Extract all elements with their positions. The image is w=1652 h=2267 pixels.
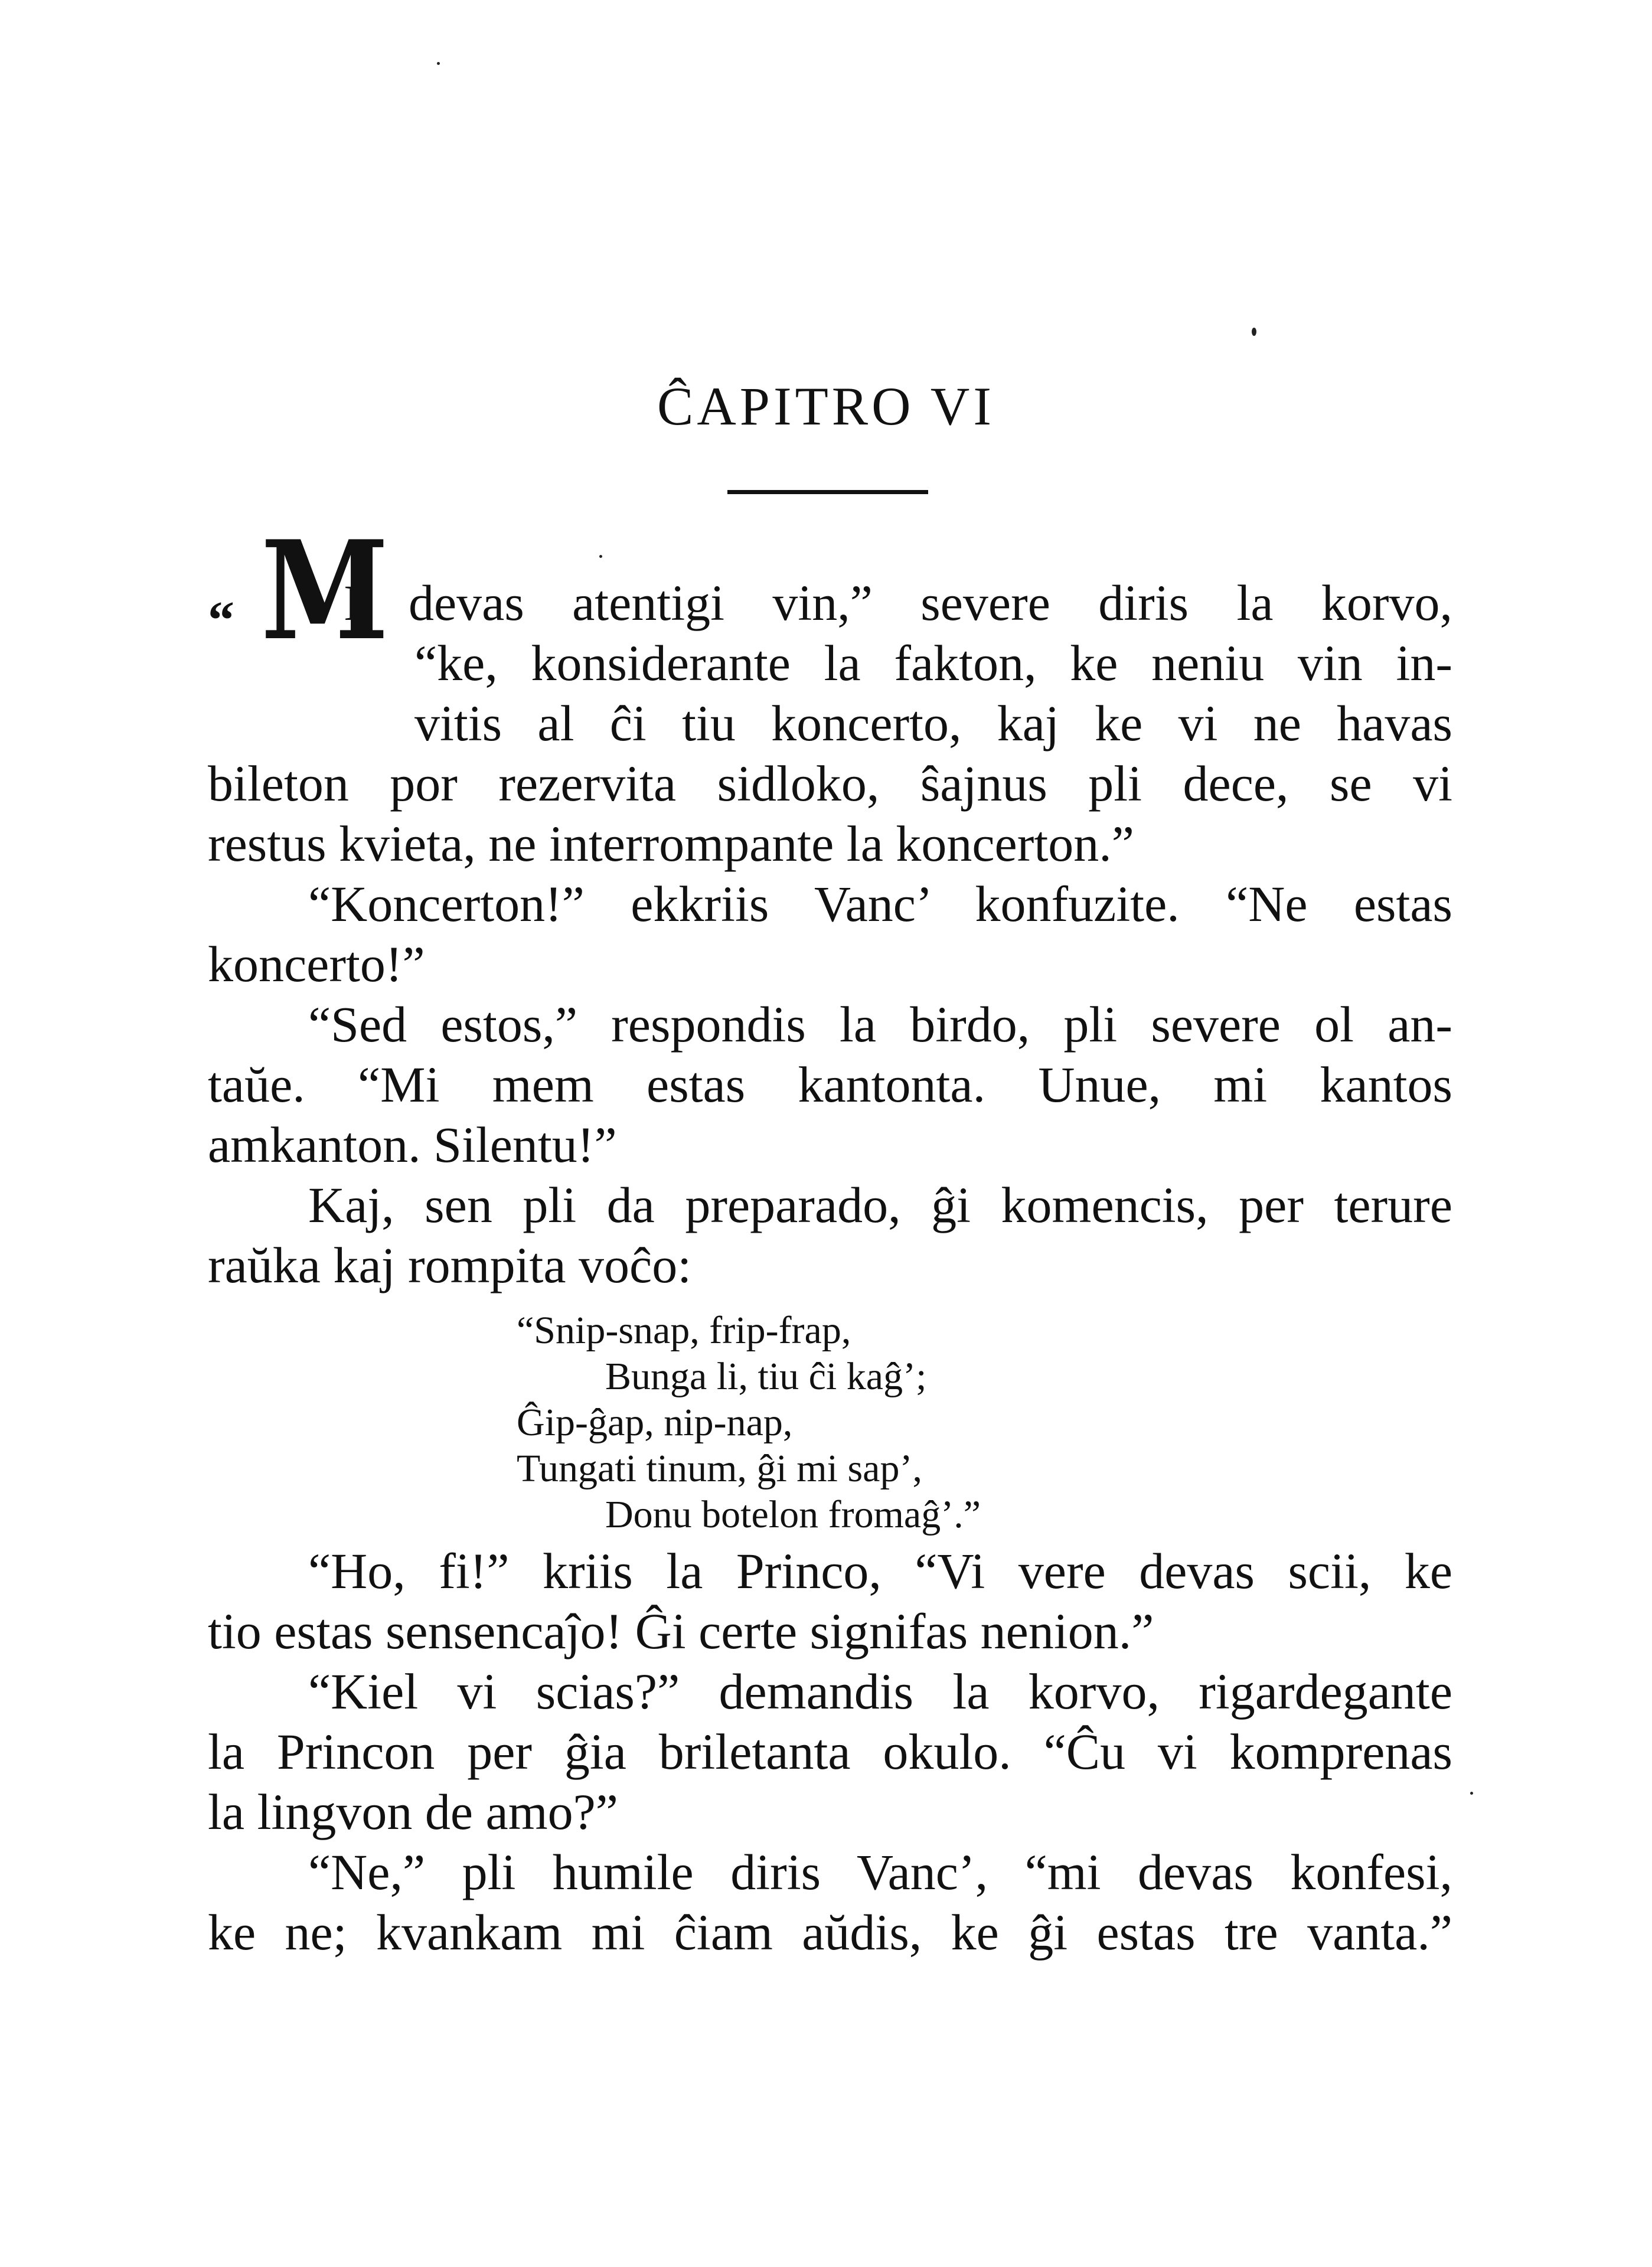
drop-cap-letter: M: [261, 511, 389, 671]
verse-line: Ĝip-ĝap, nip-nap,: [517, 1401, 793, 1444]
drop-cap-quote: “: [208, 591, 234, 649]
verse-line: Donu botelon fromaĝ’.”: [605, 1493, 981, 1536]
text-line: tio estas sensencaĵo! Ĝi certe signifas nenion.”: [208, 1603, 1154, 1660]
text-line: “Kiel vi scias?” demandis la korvo, rigardegante: [308, 1663, 1452, 1720]
text-line: bileton por rezervita sidloko, ŝajnus pli dece, se vi: [208, 755, 1452, 812]
paragraph: [208, 1661, 1452, 1842]
drop-cap: [208, 511, 403, 703]
text-line: “Sed estos,” respondis la birdo, pli severe ol an-: [308, 996, 1452, 1053]
paragraph: [208, 994, 1452, 1175]
scan-speck: [1252, 328, 1256, 336]
text-line: “Koncerton!” ekkriis Vanc’ konfuzite. “Ne estas: [308, 876, 1452, 932]
text-line: raŭka kaj rompita voĉo:: [208, 1237, 692, 1293]
text-line: I devas atentigi vin,” severe diris la korvo,: [344, 574, 1452, 631]
body-text-top: [208, 511, 1452, 1295]
body-text-bottom: [208, 1541, 1452, 1962]
verse-line: “Snip-snap, frip-frap,: [517, 1309, 851, 1352]
paragraph: [208, 874, 1452, 994]
text-line: “Ne,” pli humile diris Vanc’, “mi devas konfesi,: [308, 1844, 1452, 1900]
text-line: taŭe. “Mi mem estas kantonta. Unue, mi kantos: [208, 1056, 1452, 1113]
scan-speck: [1470, 1792, 1473, 1795]
text-line: la Princon per ĝia briletanta okulo. “Ĉu vi komprenas: [208, 1723, 1452, 1780]
chapter-title: ĈAPITRO VI: [657, 376, 995, 436]
verse-line: Bunga li, tiu ĉi kaĝ’;: [605, 1355, 927, 1398]
paragraph: [208, 1175, 1452, 1295]
text-line: “ke, konsiderante la fakton, ke neniu vin in-: [414, 635, 1452, 691]
song-verse: [517, 1308, 981, 1538]
text-line: la lingvon de amo?”: [208, 1783, 618, 1840]
text-line: vitis al ĉi tiu koncerto, kaj ke vi ne havas: [414, 695, 1452, 752]
text-line: amkanton. Silentu!”: [208, 1116, 617, 1173]
paragraph: [208, 1842, 1452, 1962]
scan-speck: [437, 62, 440, 65]
paragraph: [208, 1541, 1452, 1661]
title-rule: [727, 490, 928, 494]
scan-speck: [599, 555, 602, 558]
text-line: koncerto!”: [208, 936, 425, 992]
text-line: restus kvieta, ne interrompante la koncerton.”: [208, 815, 1134, 872]
verse-line: Tungati tinum, ĝi mi sap’,: [517, 1447, 922, 1490]
text-line: “Ho, fi!” kriis la Princo, “Vi vere devas scii, ke: [308, 1543, 1452, 1599]
text-line: Kaj, sen pli da preparado, ĝi komencis, per terure: [308, 1177, 1452, 1233]
text-line: ke ne; kvankam mi ĉiam aŭdis, ke ĝi estas tre vanta.”: [208, 1904, 1452, 1961]
